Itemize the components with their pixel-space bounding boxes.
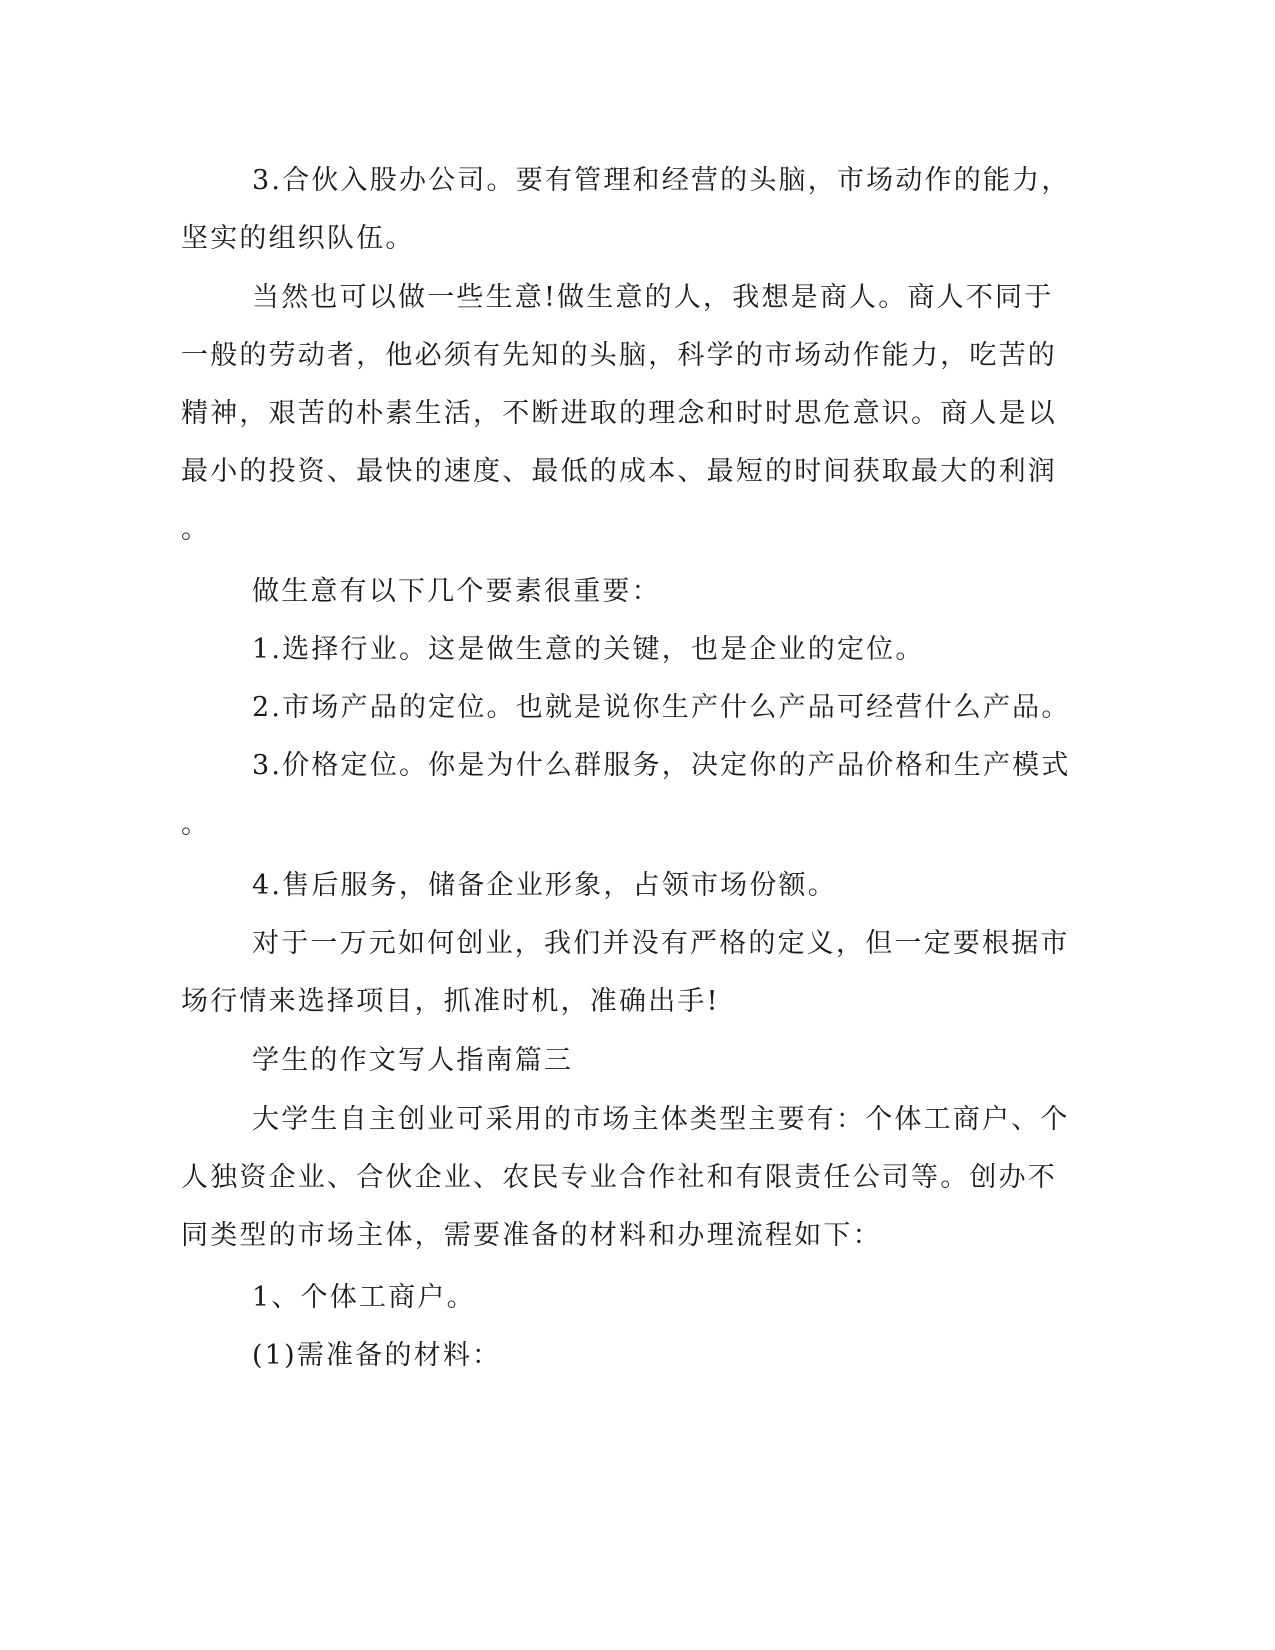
list-item: 1.选择行业。这是做生意的关键，也是企业的定位。 [252, 634, 925, 665]
paragraph-line: 同类型的市场主体，需要准备的材料和办理流程如下： [181, 1220, 882, 1251]
list-item: (1)需准备的材料： [252, 1340, 502, 1371]
paragraph-line: 最小的投资、最快的速度、最低的成本、最短的时间获取最大的利润 [181, 456, 1057, 487]
paragraph-line: 。 [181, 514, 211, 545]
list-item: 3.价格定位。你是为什么群服务，决定你的产品价格和生产模式 [252, 750, 1071, 781]
paragraph-line: 大学生自主创业可采用的市场主体类型主要有：个体工商户、个 [252, 1104, 1070, 1135]
paragraph-line: 做生意有以下几个要素很重要： [252, 576, 661, 607]
paragraph-line: 坚实的组织队伍。 [181, 223, 415, 254]
section-heading: 学生的作文写人指南篇三 [252, 1045, 574, 1076]
paragraph-line: 精神，艰苦的朴素生活，不断进取的理念和时时思危意识。商人是以 [181, 398, 1057, 429]
paragraph-line: 3.合伙入股办公司。要有管理和经营的头脑，市场动作的能力， [252, 165, 1071, 196]
list-item: 1、个体工商户。 [252, 1282, 476, 1313]
list-item: 4.售后服务，储备企业形象，占领市场份额。 [252, 870, 837, 901]
paragraph-line: 当然也可以做一些生意!做生意的人，我想是商人。商人不同于 [252, 282, 1054, 313]
paragraph-line: 对于一万元如何创业，我们并没有严格的定义，但一定要根据市 [252, 928, 1070, 959]
paragraph-line: 场行情来选择项目，抓准时机，准确出手! [181, 986, 720, 1017]
paragraph-line: 一般的劳动者，他必须有先知的头脑，科学的市场动作能力，吃苦的 [181, 340, 1057, 371]
paragraph-line: 。 [181, 809, 211, 840]
paragraph-line: 人独资企业、合伙企业、农民专业合作社和有限责任公司等。创办不 [181, 1162, 1057, 1193]
list-item: 2.市场产品的定位。也就是说你生产什么产品可经营什么产品。 [252, 692, 1071, 723]
